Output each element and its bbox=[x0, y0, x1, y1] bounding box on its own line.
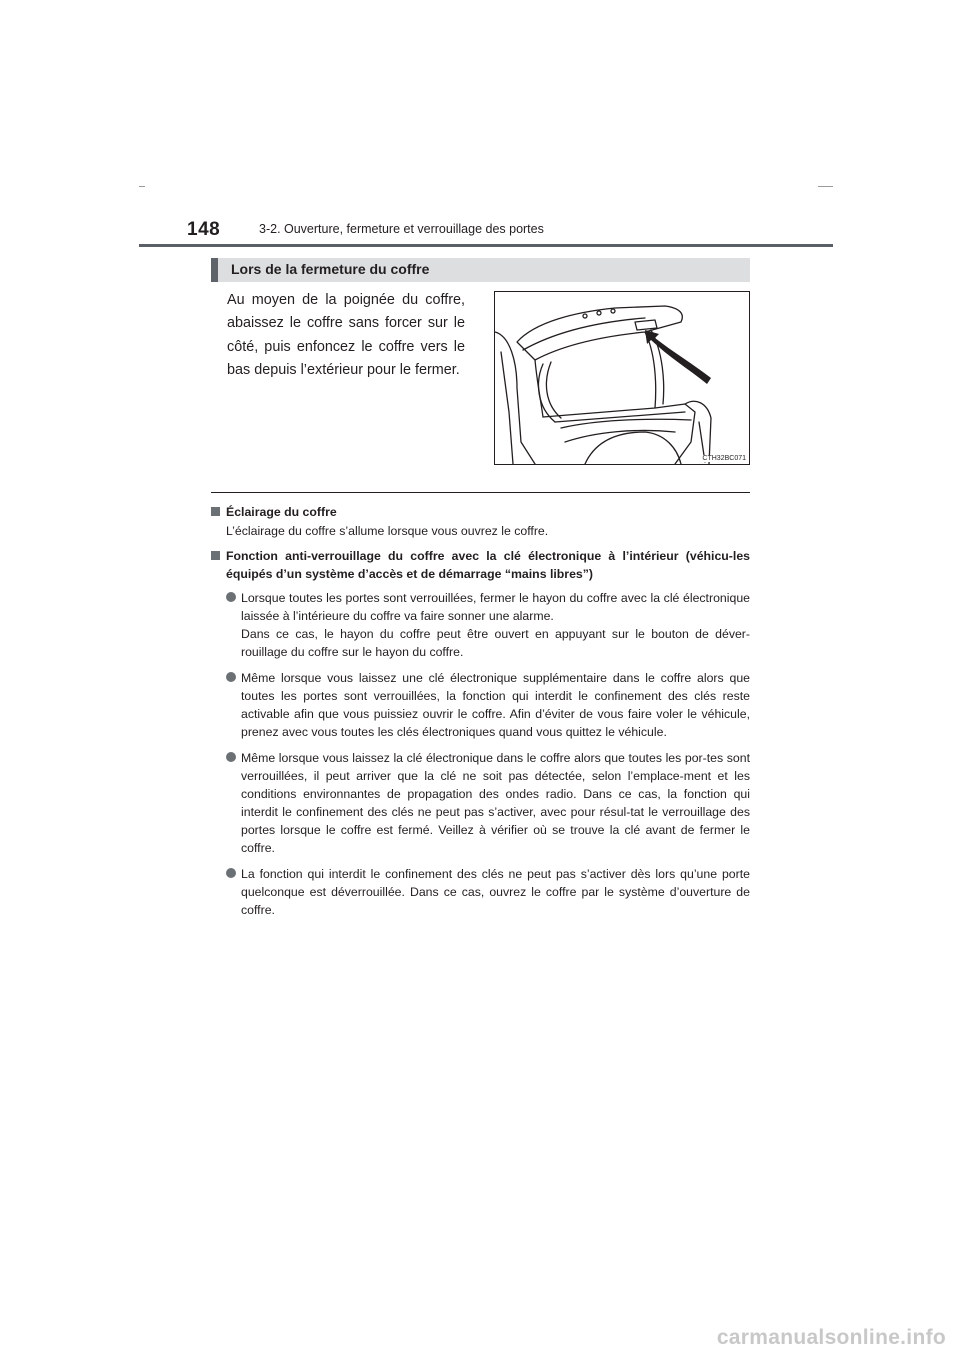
round-bullet-icon bbox=[226, 752, 236, 762]
bullet-item bbox=[226, 865, 750, 919]
bullet-item bbox=[226, 749, 750, 857]
page-number: 148 bbox=[187, 219, 221, 240]
trunk-lid-drawing bbox=[495, 292, 750, 465]
round-bullet-icon bbox=[226, 592, 236, 602]
crop-mark-right bbox=[818, 186, 833, 187]
bullet-item bbox=[226, 669, 750, 741]
section-heading bbox=[211, 258, 750, 282]
crop-mark-left bbox=[139, 186, 145, 187]
round-bullet-icon bbox=[226, 672, 236, 682]
trunk-closing-illustration bbox=[494, 291, 750, 465]
square-bullet-icon bbox=[211, 507, 220, 516]
note-body: L’éclairage du coffre s’allume lorsque vous ouvrez le coffre. bbox=[226, 524, 549, 538]
intro-paragraph: Au moyen de la poignée du coffre, abaissez le coffre sans forcer sur le côté, puis enfoncez le coffre vers le bas depuis l’extérieur pour le fermer. bbox=[227, 292, 465, 379]
bullet-item bbox=[226, 589, 750, 661]
note-trunk-light bbox=[211, 503, 750, 540]
square-bullet-icon bbox=[211, 551, 220, 560]
round-bullet-icon bbox=[226, 868, 236, 878]
bullet-text: La fonction qui interdit le confinement des clés ne peut pas s’activer dès lors qu’une porte quelconque est déverrouillée. Dans ce cas, ouvrez le coffre par le système d’ouverture de coffre. bbox=[241, 867, 750, 917]
note-heading: Fonction anti-verrouillage du coffre avec la clé électronique à l’intérieur (véhicu-les équipés d’un système d’accès et de démarrage “mains libres”) bbox=[226, 549, 750, 581]
bullet-text: Lorsque toutes les portes sont verrouillées, fermer le hayon du coffre avec la clé électronique laissée à l’intérieure du coffre va faire sonner une alarme. bbox=[241, 591, 750, 623]
note-anti-lock-function bbox=[211, 547, 750, 919]
section-divider bbox=[211, 492, 750, 493]
header-rule bbox=[139, 244, 833, 247]
notes-section bbox=[211, 503, 750, 927]
bullet-text-continued: Dans ce cas, le hayon du coffre peut être ouvert en appuyant sur le bouton de déver-rouillage du coffre sur le hayon du coffre. bbox=[241, 627, 750, 659]
bullet-text: Même lorsque vous laissez la clé électronique dans le coffre alors que toutes les por-tes sont verrouillées, il peut arriver que la clé ne soit pas détectée, selon l’emplace-ment et les conditions environnantes de propagation des ondes radio. Dans ce cas, la fonction qui interdit le confinement des clés ne peut pas s’activer, avec pour résul-tat le verrouillage des portes lorsque le coffre est fermé. Veillez à vérifier où se trouve la clé avant de fermer le coffre. bbox=[241, 751, 750, 855]
bullet-text: Même lorsque vous laissez une clé électronique supplémentaire dans le coffre alors que toutes les portes sont verrouillées, la fonction qui interdit le confinement des clés reste activable afin que vous puissiez ouvrir le coffre. Afin d’éviter de vous faire voler le véhicule, prenez avec vous toutes les clés électroniques quand vous quittez le véhicule. bbox=[241, 671, 750, 739]
section-title: Lors de la fermeture du coffre bbox=[231, 261, 430, 277]
figure-code: CTH32BC071 bbox=[702, 455, 746, 462]
chapter-title: 3-2. Ouverture, fermeture et verrouillage des portes bbox=[259, 222, 544, 236]
watermark-logo: carmanualsonline.info bbox=[716, 1326, 946, 1349]
note-heading: Éclairage du coffre bbox=[226, 505, 337, 519]
